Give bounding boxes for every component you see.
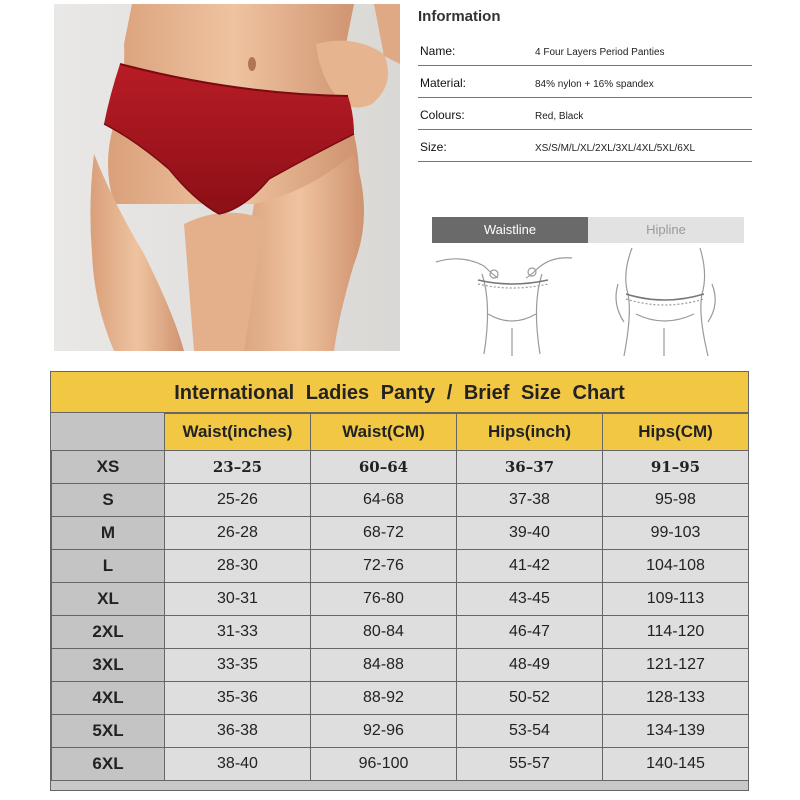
info-label: Colours: xyxy=(420,108,465,122)
size-chart-table xyxy=(51,413,749,781)
table-row xyxy=(52,649,749,682)
table-row xyxy=(52,550,749,583)
table-row xyxy=(52,616,749,649)
hips-cm-cell: 140-145 xyxy=(603,748,749,781)
info-value: XS/S/M/L/XL/2XL/3XL/4XL/5XL/6XL xyxy=(535,143,696,154)
size-cell: 3XL xyxy=(52,649,165,682)
size-cell: M xyxy=(52,517,165,550)
hips-cm-cell: 99-103 xyxy=(603,517,749,550)
info-label: Size: xyxy=(420,140,447,154)
table-row xyxy=(52,715,749,748)
hips-inch-cell: 41-42 xyxy=(457,550,603,583)
size-cell: 2XL xyxy=(52,616,165,649)
tab-hipline[interactable]: Hipline xyxy=(588,217,744,243)
waist-inches-cell: 25-26 xyxy=(165,484,311,517)
hips-inch-cell: 43-45 xyxy=(457,583,603,616)
waist-inches-cell: 38-40 xyxy=(165,748,311,781)
waist-cm-cell: 76-80 xyxy=(311,583,457,616)
measure-tabs xyxy=(432,217,744,243)
hips-cm-cell: 95-98 xyxy=(603,484,749,517)
product-photo xyxy=(54,4,400,351)
header-row xyxy=(52,414,749,451)
hips-cm-cell: 134-139 xyxy=(603,715,749,748)
hips-inch-cell: 46-47 xyxy=(457,616,603,649)
hips-cm-cell: 104-108 xyxy=(603,550,749,583)
table-row xyxy=(52,682,749,715)
size-cell: 4XL xyxy=(52,682,165,715)
hips-inch-cell: 55-57 xyxy=(457,748,603,781)
size-cell: XL xyxy=(52,583,165,616)
info-row-material xyxy=(418,66,752,98)
hips-cm-cell: 91–95 xyxy=(603,451,749,484)
size-chart xyxy=(50,371,749,791)
waistline-sketch xyxy=(436,258,572,356)
size-cell: L xyxy=(52,550,165,583)
waist-cm-cell: 92-96 xyxy=(311,715,457,748)
hips-inch-cell: 36–37 xyxy=(457,451,603,484)
measurement-sketches xyxy=(432,244,744,356)
waist-inches-cell: 35-36 xyxy=(165,682,311,715)
waist-inches-cell: 23–25 xyxy=(165,451,311,484)
waist-cm-cell: 64-68 xyxy=(311,484,457,517)
hips-inch-cell: 39-40 xyxy=(457,517,603,550)
info-label: Material: xyxy=(420,76,467,90)
table-row xyxy=(52,517,749,550)
table-row xyxy=(52,748,749,781)
info-value: 84% nylon + 16% spandex xyxy=(535,79,654,90)
waist-inches-cell: 28-30 xyxy=(165,550,311,583)
table-row xyxy=(52,583,749,616)
info-label: Name: xyxy=(420,44,456,58)
hipline-sketch xyxy=(616,248,715,356)
waist-inches-cell: 31-33 xyxy=(165,616,311,649)
hips-cm-cell: 121-127 xyxy=(603,649,749,682)
waist-cm-cell: 80-84 xyxy=(311,616,457,649)
info-value: Red, Black xyxy=(535,111,584,122)
header-waist-cm: Waist(CM) xyxy=(311,414,457,451)
waist-inches-cell: 26-28 xyxy=(165,517,311,550)
waist-cm-cell: 84-88 xyxy=(311,649,457,682)
hips-inch-cell: 50-52 xyxy=(457,682,603,715)
product-information xyxy=(418,4,752,162)
hips-cm-cell: 128-133 xyxy=(603,682,749,715)
hips-cm-cell: 114-120 xyxy=(603,616,749,649)
waist-cm-cell: 68-72 xyxy=(311,517,457,550)
info-value: 4 Four Layers Period Panties xyxy=(535,47,665,58)
waist-inches-cell: 36-38 xyxy=(165,715,311,748)
hips-cm-cell: 109-113 xyxy=(603,583,749,616)
info-title: Information xyxy=(418,8,501,25)
table-row xyxy=(52,484,749,517)
table-row xyxy=(52,451,749,484)
hips-inch-cell: 37-38 xyxy=(457,484,603,517)
header-hips-inch: Hips(inch) xyxy=(457,414,603,451)
size-cell: S xyxy=(52,484,165,517)
size-cell: 6XL xyxy=(52,748,165,781)
waist-cm-cell: 88-92 xyxy=(311,682,457,715)
size-cell: XS xyxy=(52,451,165,484)
info-row-colours xyxy=(418,98,752,130)
size-cell: 5XL xyxy=(52,715,165,748)
waist-inches-cell: 33-35 xyxy=(165,649,311,682)
header-corner xyxy=(52,414,165,451)
tab-waistline[interactable]: Waistline xyxy=(432,217,588,243)
waist-cm-cell: 72-76 xyxy=(311,550,457,583)
size-chart-title: International Ladies Panty / Brief Size Chart xyxy=(51,372,748,413)
info-row-size xyxy=(418,130,752,162)
hips-inch-cell: 53-54 xyxy=(457,715,603,748)
header-hips-cm: Hips(CM) xyxy=(603,414,749,451)
info-row-name xyxy=(418,30,752,66)
header-waist-inches: Waist(inches) xyxy=(165,414,311,451)
waist-inches-cell: 30-31 xyxy=(165,583,311,616)
hips-inch-cell: 48-49 xyxy=(457,649,603,682)
waist-cm-cell: 60–64 xyxy=(311,451,457,484)
waist-cm-cell: 96-100 xyxy=(311,748,457,781)
